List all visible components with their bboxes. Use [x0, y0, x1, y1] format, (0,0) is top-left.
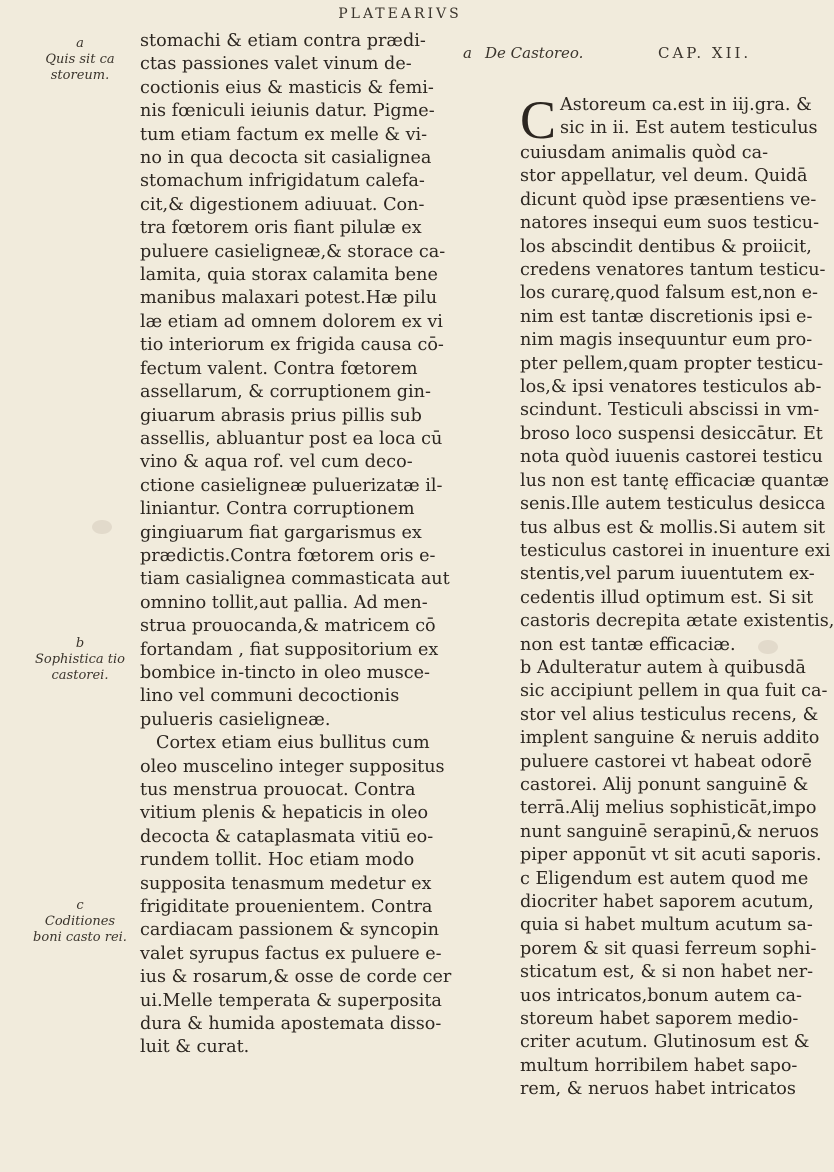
- text-line: cuiusdam animalis quòd ca-: [520, 143, 769, 163]
- text-line: multum horribilem habet sapo-: [520, 1055, 798, 1076]
- text-line: ui.Melle temperata & superposita: [140, 990, 442, 1011]
- text-line: c Eligendum est autem quod me: [520, 868, 809, 889]
- text-line: tio interiorum ex frigida causa cō-: [140, 335, 444, 356]
- text-line: ius & rosarum,& osse de corde cer: [140, 967, 452, 988]
- text-line: sticatum est, & si non habet ner-: [520, 962, 814, 983]
- text-line: scindunt. Testiculi abscissi in vm-: [520, 400, 820, 421]
- chapter-number: CAP. XII.: [658, 44, 752, 62]
- text-line: stentis,vel parum iuuentutem ex-: [520, 564, 815, 585]
- text-line: decocta & cataplasmata vitiū eo-: [140, 826, 434, 847]
- text-line: Cortex etiam eius bullitus cum: [156, 733, 430, 754]
- text-line: los curarę,quod falsum est,non e-: [520, 283, 818, 304]
- text-line: cedentis illud optimum est. Si sit: [520, 587, 814, 608]
- text-line: castoris decrepita ætate existentis,: [520, 611, 834, 632]
- text-line: uos intricatos,bonum autem ca-: [520, 985, 802, 1006]
- text-line: assellarum, & corruptionem gin-: [140, 382, 431, 403]
- text-line: luit & curat.: [140, 1037, 250, 1058]
- text-line: ctione casieligneæ puluerizatæ il-: [140, 475, 443, 496]
- text-line: puluere casieligneæ,& storace ca-: [140, 241, 446, 262]
- text-line: cit,& digestionem adiuuat. Con-: [140, 194, 425, 215]
- heading-marker: a: [463, 44, 472, 62]
- text-line: credens venatores tantum testicu-: [520, 260, 826, 281]
- text-line: oleo muscelino integer suppositus: [140, 756, 445, 777]
- text-line: prædictis.Contra fœtorem oris e-: [140, 545, 436, 566]
- text-line: piper apponūt vt sit acuti saporis.: [520, 845, 822, 866]
- text-line: nim magis insequuntur eum pro-: [520, 330, 813, 351]
- text-line: vitium plenis & hepaticis in oleo: [140, 803, 429, 824]
- text-line: b Adulteratur autem à quibusdā: [520, 657, 806, 678]
- text-line: stor appellatur, vel deum. Quidā: [520, 166, 808, 187]
- text-line: dura & humida apostemata disso-: [140, 1014, 442, 1035]
- margin-letter: b: [75, 636, 85, 651]
- text-line: los,& ipsi venatores testiculos ab-: [520, 377, 822, 398]
- text-line: los abscindit dentibus & proiicit,: [520, 236, 812, 257]
- text-line: gingiuarum fiat gargarismus ex: [140, 522, 422, 543]
- drop-capital: C: [520, 90, 557, 150]
- text-line: strua prouocanda,& matricem cō: [140, 616, 436, 637]
- text-line: frigiditate prouenientem. Contra: [140, 897, 433, 918]
- text-line: liniantur. Contra corruptionem: [140, 499, 415, 520]
- text-line: supposita tenasmum medetur ex: [140, 873, 432, 894]
- margin-text: Coditiones boni casto rei.: [33, 914, 127, 945]
- text-line: sic in ii. Est autem testiculus: [560, 118, 818, 139]
- margin-text: Quis sit ca storeum.: [45, 52, 115, 83]
- text-line: non est tantæ efficaciæ.: [520, 634, 736, 655]
- text-line: cardiacam passionem & syncopin: [140, 920, 440, 941]
- text-line: criter acutum. Glutinosum est &: [520, 1032, 810, 1053]
- text-line: fortandam , fiat suppositorium ex: [140, 639, 439, 660]
- text-line: lamita, quia storax calamita bene: [140, 265, 438, 286]
- chapter-title: De Castoreo.: [485, 44, 584, 62]
- text-line: coctionis eius & masticis & femi-: [140, 77, 434, 98]
- left-column: [140, 30, 455, 1060]
- text-line: ctas passiones valet vinum de-: [140, 54, 412, 75]
- paper-blemish: [758, 640, 778, 654]
- text-line: stomachum infrigidatum calefa-: [140, 171, 425, 192]
- text-line: pter pellem,quam propter testicu-: [520, 353, 824, 374]
- text-line: puluere castorei vt habeat odorē: [520, 751, 812, 772]
- paper-blemish: [92, 520, 112, 534]
- text-line: dicunt quòd ipse præsentiens ve-: [520, 189, 817, 210]
- text-line: valet syrupus factus ex puluere e-: [140, 943, 442, 964]
- margin-note-c: [30, 898, 130, 946]
- text-line: nim est tantæ discretionis ipsi e-: [520, 306, 813, 327]
- text-line: fectum valent. Contra fœtorem: [140, 358, 418, 379]
- margin-note-a: [30, 36, 130, 84]
- text-line: terrā.Alij melius sophisticāt,impo: [520, 798, 817, 819]
- text-line: quia si habet multum acutum sa-: [520, 915, 813, 936]
- text-line: nunt sanguinē serapinū,& neruos: [520, 821, 819, 842]
- text-line: lino vel communi decoctionis: [140, 686, 400, 707]
- text-line: sic accipiunt pellem in qua fuit ca-: [520, 681, 828, 702]
- text-line: manibus malaxari potest.Hæ pilu: [140, 288, 438, 309]
- text-line: vino & aqua rof. vel cum deco-: [140, 452, 413, 473]
- margin-text: Sophistica tio castorei.: [34, 652, 125, 683]
- text-line: tum etiam factum ex melle & vi-: [140, 124, 428, 145]
- text-line: senis.Ille autem testiculus desicca: [520, 494, 826, 515]
- text-line: no in qua decocta sit casialignea: [140, 148, 432, 169]
- running-head: PLATEARIVS: [338, 6, 462, 22]
- text-line: castorei. Alij ponunt sanguinē &: [520, 774, 809, 795]
- text-line: implent sanguine & neruis addito: [520, 728, 820, 749]
- margin-letter: a: [76, 36, 84, 51]
- text-line: broso loco suspensi desiccātur. Et: [520, 423, 823, 444]
- text-line: storeum habet saporem medio-: [520, 1009, 799, 1030]
- margin-letter: c: [76, 898, 84, 913]
- text-line: rundem tollit. Hoc etiam modo: [140, 850, 415, 871]
- text-line: assellis, abluantur post ea loca cū: [140, 428, 443, 449]
- text-line: omnino tollit,aut pallia. Ad men-: [140, 592, 428, 613]
- text-line: lus non est tantę efficaciæ quantæ: [520, 470, 830, 491]
- text-line: nis fœniculi ieiunis datur. Pigme-: [140, 101, 435, 122]
- text-line: porem & sit quasi ferreum sophi-: [520, 938, 817, 959]
- text-line: tus albus est & mollis.Si autem sit: [520, 517, 826, 538]
- text-line: Astoreum ca.est in iij.gra. &: [560, 95, 812, 115]
- text-line: giuarum abrasis prius pillis sub: [140, 405, 422, 426]
- text-line: tra fœtorem oris fiant pilulæ ex: [140, 218, 422, 239]
- text-line: bombice in-tincto in oleo musce-: [140, 662, 430, 683]
- text-line: tiam casialignea commasticata aut: [140, 569, 450, 590]
- text-line: læ etiam ad omnem dolorem ex vi: [140, 311, 443, 332]
- text-line: pulueris casieligneæ.: [140, 709, 331, 730]
- text-line: testiculus castorei in inuenture exi: [520, 540, 831, 561]
- text-line: natores insequi eum suos testicu-: [520, 213, 820, 234]
- text-line: nota quòd iuuenis castorei testicu: [520, 447, 823, 468]
- text-line: diocriter habet saporem acutum,: [520, 892, 814, 912]
- right-column: [520, 90, 834, 1102]
- text-line: stomachi & etiam contra prædi-: [140, 31, 426, 51]
- text-line: stor vel alius testiculus recens, &: [520, 704, 819, 725]
- margin-note-b: [30, 636, 130, 684]
- text-line: tus menstrua prouocat. Contra: [140, 780, 416, 800]
- text-line: rem, & neruos habet intricatos: [520, 1079, 796, 1100]
